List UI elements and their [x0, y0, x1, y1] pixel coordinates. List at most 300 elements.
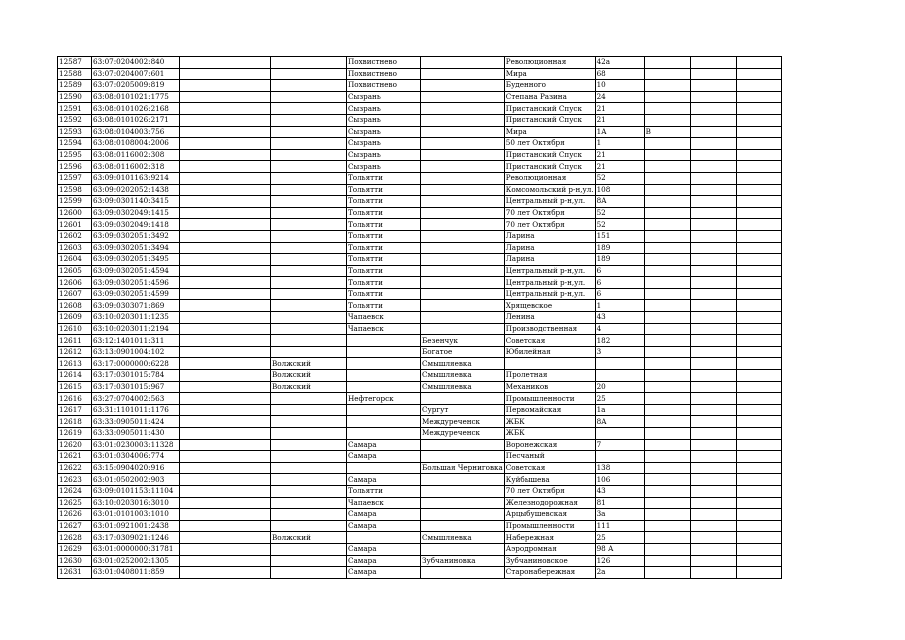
empty-cell[interactable]	[690, 288, 736, 300]
empty-cell[interactable]	[180, 439, 271, 451]
settlement-cell[interactable]	[421, 172, 505, 184]
letter-cell[interactable]	[644, 300, 690, 312]
row-number[interactable]: 12609	[58, 312, 92, 324]
house-cell[interactable]: 126	[595, 555, 644, 567]
house-cell[interactable]: 138	[595, 462, 644, 474]
cadastral-number-cell[interactable]: 63:17:0301015:784	[92, 370, 180, 382]
settlement-cell[interactable]	[421, 254, 505, 266]
city-cell[interactable]: Чапаевск	[347, 497, 421, 509]
letter-cell[interactable]	[644, 404, 690, 416]
letter-cell[interactable]	[644, 451, 690, 463]
settlement-cell[interactable]: Смышляевка	[421, 370, 505, 382]
settlement-cell[interactable]	[421, 91, 505, 103]
cadastral-number-cell[interactable]: 63:08:0104003:756	[92, 126, 180, 138]
house-cell[interactable]: 1	[595, 300, 644, 312]
letter-cell[interactable]	[644, 439, 690, 451]
house-cell[interactable]: 20	[595, 381, 644, 393]
house-cell[interactable]: 24	[595, 91, 644, 103]
city-cell[interactable]: Самара	[347, 520, 421, 532]
empty-cell[interactable]	[736, 114, 781, 126]
empty-cell[interactable]	[690, 335, 736, 347]
street-cell[interactable]: Аэродромная	[504, 543, 595, 555]
city-cell[interactable]	[347, 462, 421, 474]
street-cell[interactable]: Пристанский Спуск	[504, 114, 595, 126]
city-cell[interactable]: Сызрань	[347, 103, 421, 115]
empty-cell[interactable]	[180, 370, 271, 382]
row-number[interactable]: 12628	[58, 532, 92, 544]
empty-cell[interactable]	[690, 323, 736, 335]
empty-cell[interactable]	[690, 207, 736, 219]
letter-cell[interactable]	[644, 416, 690, 428]
row-number[interactable]: 12611	[58, 335, 92, 347]
row-number[interactable]: 12587	[58, 57, 92, 69]
empty-cell[interactable]	[736, 370, 781, 382]
empty-cell[interactable]	[180, 242, 271, 254]
empty-cell[interactable]	[180, 323, 271, 335]
letter-cell[interactable]	[644, 219, 690, 231]
letter-cell[interactable]	[644, 428, 690, 440]
row-number[interactable]: 12612	[58, 346, 92, 358]
letter-cell[interactable]	[644, 196, 690, 208]
cadastral-number-cell[interactable]: 63:09:0302051:4596	[92, 277, 180, 289]
empty-cell[interactable]	[690, 555, 736, 567]
house-cell[interactable]: 3	[595, 346, 644, 358]
settlement-cell[interactable]	[421, 520, 505, 532]
empty-cell[interactable]	[690, 68, 736, 80]
district-cell[interactable]	[271, 485, 347, 497]
house-cell[interactable]	[595, 370, 644, 382]
district-cell[interactable]	[271, 346, 347, 358]
house-cell[interactable]: 21	[595, 149, 644, 161]
city-cell[interactable]: Тольятти	[347, 207, 421, 219]
cadastral-number-cell[interactable]: 63:17:0301015:967	[92, 381, 180, 393]
row-number[interactable]: 12596	[58, 161, 92, 173]
street-cell[interactable]	[504, 358, 595, 370]
house-cell[interactable]: 106	[595, 474, 644, 486]
city-cell[interactable]: Самара	[347, 474, 421, 486]
empty-cell[interactable]	[736, 68, 781, 80]
house-cell[interactable]: 21	[595, 161, 644, 173]
empty-cell[interactable]	[736, 335, 781, 347]
house-cell[interactable]: 4	[595, 323, 644, 335]
settlement-cell[interactable]	[421, 497, 505, 509]
settlement-cell[interactable]	[421, 485, 505, 497]
empty-cell[interactable]	[180, 497, 271, 509]
empty-cell[interactable]	[736, 416, 781, 428]
cadastral-number-cell[interactable]: 63:31:1101011:1176	[92, 404, 180, 416]
street-cell[interactable]: Промышленности	[504, 520, 595, 532]
city-cell[interactable]: Тольятти	[347, 485, 421, 497]
letter-cell[interactable]	[644, 393, 690, 405]
cadastral-number-cell[interactable]: 63:10:0203011:1235	[92, 312, 180, 324]
empty-cell[interactable]	[690, 474, 736, 486]
row-number[interactable]: 12630	[58, 555, 92, 567]
street-cell[interactable]: 70 лет Октября	[504, 207, 595, 219]
empty-cell[interactable]	[180, 567, 271, 579]
empty-cell[interactable]	[180, 532, 271, 544]
street-cell[interactable]: Пролетная	[504, 370, 595, 382]
settlement-cell[interactable]	[421, 184, 505, 196]
house-cell[interactable]	[595, 358, 644, 370]
street-cell[interactable]: Куйбышева	[504, 474, 595, 486]
empty-cell[interactable]	[180, 543, 271, 555]
row-number[interactable]: 12618	[58, 416, 92, 428]
city-cell[interactable]: Похвистнево	[347, 68, 421, 80]
letter-cell[interactable]	[644, 370, 690, 382]
empty-cell[interactable]	[736, 428, 781, 440]
empty-cell[interactable]	[180, 288, 271, 300]
settlement-cell[interactable]	[421, 126, 505, 138]
district-cell[interactable]	[271, 68, 347, 80]
street-cell[interactable]: Комсомольский р-н,ул.	[505, 184, 594, 194]
cadastral-number-cell[interactable]: 63:09:0202052:1438	[92, 184, 180, 196]
letter-cell[interactable]	[644, 114, 690, 126]
street-cell[interactable]: 50 лет Октября	[504, 138, 595, 150]
house-cell[interactable]: 3а	[595, 509, 644, 521]
city-cell[interactable]: Самара	[347, 439, 421, 451]
settlement-cell[interactable]: Междуреченск	[421, 428, 505, 440]
district-cell[interactable]	[271, 172, 347, 184]
district-cell[interactable]	[271, 520, 347, 532]
empty-cell[interactable]	[736, 57, 781, 69]
street-cell[interactable]: Советская	[504, 462, 595, 474]
empty-cell[interactable]	[736, 161, 781, 173]
house-cell[interactable]: 52	[595, 172, 644, 184]
cadastral-number-cell[interactable]: 63:33:0905011:424	[92, 416, 180, 428]
house-cell[interactable]: 1а	[595, 404, 644, 416]
cadastral-number-cell[interactable]: 63:01:0304006:774	[92, 451, 180, 463]
empty-cell[interactable]	[690, 138, 736, 150]
empty-cell[interactable]	[180, 462, 271, 474]
city-cell[interactable]	[347, 404, 421, 416]
empty-cell[interactable]	[736, 520, 781, 532]
row-number[interactable]: 12627	[58, 520, 92, 532]
empty-cell[interactable]	[736, 207, 781, 219]
letter-cell[interactable]	[644, 346, 690, 358]
settlement-cell[interactable]: Сургут	[421, 404, 505, 416]
house-cell[interactable]: 98 А	[595, 543, 644, 555]
empty-cell[interactable]	[180, 184, 271, 196]
street-cell[interactable]: Первомайская	[504, 404, 595, 416]
settlement-cell[interactable]: Безенчук	[421, 335, 505, 347]
letter-cell[interactable]	[644, 312, 690, 324]
cadastral-number-cell[interactable]: 63:09:0302051:3494	[92, 242, 180, 254]
city-cell[interactable]: Тольятти	[347, 288, 421, 300]
street-cell[interactable]: Ларина	[504, 254, 595, 266]
empty-cell[interactable]	[180, 358, 271, 370]
letter-cell[interactable]	[644, 68, 690, 80]
street-cell[interactable]: Производственная	[504, 323, 595, 335]
street-cell[interactable]: Ленина	[504, 312, 595, 324]
row-number[interactable]: 12604	[58, 254, 92, 266]
row-number[interactable]: 12608	[58, 300, 92, 312]
row-number[interactable]: 12593	[58, 126, 92, 138]
house-cell[interactable]: 2а	[595, 567, 644, 579]
empty-cell[interactable]	[690, 462, 736, 474]
row-number[interactable]: 12616	[58, 393, 92, 405]
settlement-cell[interactable]	[421, 57, 505, 69]
district-cell[interactable]	[271, 103, 347, 115]
empty-cell[interactable]	[736, 103, 781, 115]
street-cell[interactable]: Центральный р-н,ул.	[504, 277, 595, 289]
letter-cell[interactable]	[644, 242, 690, 254]
city-cell[interactable]	[347, 381, 421, 393]
city-cell[interactable]: Самара	[347, 555, 421, 567]
cadastral-number-cell[interactable]: 63:01:0101003:1010	[92, 509, 180, 521]
cadastral-number-cell[interactable]: 63:08:0116002:308	[92, 149, 180, 161]
city-cell[interactable]	[347, 335, 421, 347]
settlement-cell[interactable]	[421, 207, 505, 219]
district-cell[interactable]	[271, 335, 347, 347]
house-cell[interactable]: 182	[595, 335, 644, 347]
city-cell[interactable]: Тольятти	[347, 254, 421, 266]
empty-cell[interactable]	[180, 474, 271, 486]
settlement-cell[interactable]	[421, 196, 505, 208]
cadastral-number-cell[interactable]: 63:10:0203011:2194	[92, 323, 180, 335]
district-cell[interactable]	[271, 196, 347, 208]
city-cell[interactable]: Тольятти	[347, 219, 421, 231]
district-cell[interactable]	[271, 265, 347, 277]
empty-cell[interactable]	[736, 555, 781, 567]
city-cell[interactable]: Тольятти	[347, 172, 421, 184]
street-cell[interactable]: 70 лет Октября	[504, 219, 595, 231]
settlement-cell[interactable]: Смышляевка	[421, 532, 505, 544]
empty-cell[interactable]	[690, 161, 736, 173]
empty-cell[interactable]	[690, 485, 736, 497]
row-number[interactable]: 12614	[58, 370, 92, 382]
empty-cell[interactable]	[690, 509, 736, 521]
empty-cell[interactable]	[690, 567, 736, 579]
letter-cell[interactable]	[644, 567, 690, 579]
empty-cell[interactable]	[690, 126, 736, 138]
empty-cell[interactable]	[180, 428, 271, 440]
city-cell[interactable]: Сызрань	[347, 138, 421, 150]
empty-cell[interactable]	[180, 451, 271, 463]
street-cell[interactable]: Железнодорожная	[504, 497, 595, 509]
empty-cell[interactable]	[690, 172, 736, 184]
district-cell[interactable]	[271, 126, 347, 138]
letter-cell[interactable]	[644, 532, 690, 544]
house-cell[interactable]: 21	[595, 103, 644, 115]
empty-cell[interactable]	[736, 172, 781, 184]
empty-cell[interactable]	[736, 439, 781, 451]
settlement-cell[interactable]	[421, 474, 505, 486]
city-cell[interactable]	[347, 416, 421, 428]
cadastral-number-cell[interactable]: 63:27:0704002:563	[92, 393, 180, 405]
letter-cell[interactable]	[644, 555, 690, 567]
settlement-cell[interactable]	[421, 161, 505, 173]
letter-cell[interactable]	[644, 80, 690, 92]
empty-cell[interactable]	[180, 416, 271, 428]
row-number[interactable]: 12624	[58, 485, 92, 497]
settlement-cell[interactable]	[421, 149, 505, 161]
street-cell[interactable]: ЖБК	[504, 428, 595, 440]
district-cell[interactable]	[271, 242, 347, 254]
empty-cell[interactable]	[690, 312, 736, 324]
district-cell[interactable]	[271, 149, 347, 161]
house-cell[interactable]: 1	[595, 138, 644, 150]
house-cell[interactable]: 8А	[595, 196, 644, 208]
cadastral-number-cell[interactable]: 63:12:1401011:311	[92, 335, 180, 347]
cadastral-number-cell[interactable]: 63:09:0101153:11104	[92, 485, 180, 497]
empty-cell[interactable]	[690, 381, 736, 393]
empty-cell[interactable]	[690, 277, 736, 289]
district-cell[interactable]	[271, 114, 347, 126]
empty-cell[interactable]	[180, 335, 271, 347]
district-cell[interactable]	[271, 57, 347, 69]
street-cell[interactable]: Механиков	[504, 381, 595, 393]
empty-cell[interactable]	[690, 254, 736, 266]
row-number[interactable]: 12592	[58, 114, 92, 126]
cadastral-number-cell[interactable]: 63:17:0309021:1246	[92, 532, 180, 544]
row-number[interactable]: 12620	[58, 439, 92, 451]
empty-cell[interactable]	[736, 184, 781, 196]
settlement-cell[interactable]	[421, 80, 505, 92]
letter-cell[interactable]	[644, 265, 690, 277]
cadastral-number-cell[interactable]: 63:33:0905011:430	[92, 428, 180, 440]
empty-cell[interactable]	[690, 219, 736, 231]
empty-cell[interactable]	[690, 416, 736, 428]
empty-cell[interactable]	[690, 358, 736, 370]
district-cell[interactable]	[271, 543, 347, 555]
cadastral-number-cell[interactable]: 63:09:0302051:4594	[92, 265, 180, 277]
row-number[interactable]: 12617	[58, 404, 92, 416]
district-cell[interactable]	[271, 161, 347, 173]
settlement-cell[interactable]: Богатое	[421, 346, 505, 358]
empty-cell[interactable]	[736, 567, 781, 579]
empty-cell[interactable]	[736, 126, 781, 138]
row-number[interactable]: 12597	[58, 172, 92, 184]
city-cell[interactable]: Чапаевск	[347, 312, 421, 324]
house-cell[interactable]: 25	[595, 532, 644, 544]
street-cell[interactable]: Буденного	[504, 80, 595, 92]
empty-cell[interactable]	[736, 196, 781, 208]
empty-cell[interactable]	[736, 346, 781, 358]
district-cell[interactable]	[271, 404, 347, 416]
city-cell[interactable]: Тольятти	[347, 230, 421, 242]
city-cell[interactable]	[347, 532, 421, 544]
district-cell[interactable]	[271, 80, 347, 92]
house-cell[interactable]: 111	[595, 520, 644, 532]
street-cell[interactable]: Революционная	[504, 172, 595, 184]
district-cell[interactable]	[271, 497, 347, 509]
district-cell[interactable]	[271, 230, 347, 242]
row-number[interactable]: 12607	[58, 288, 92, 300]
row-number[interactable]: 12588	[58, 68, 92, 80]
city-cell[interactable]: Тольятти	[347, 184, 421, 196]
street-cell[interactable]: Воронежская	[504, 439, 595, 451]
district-cell[interactable]	[271, 300, 347, 312]
empty-cell[interactable]	[736, 230, 781, 242]
district-cell[interactable]	[271, 138, 347, 150]
house-cell[interactable]: 189	[595, 242, 644, 254]
empty-cell[interactable]	[180, 254, 271, 266]
cadastral-number-cell[interactable]: 63:09:0303071:869	[92, 300, 180, 312]
street-cell[interactable]: Пристанский Спуск	[504, 103, 595, 115]
city-cell[interactable]: Сызрань	[347, 161, 421, 173]
settlement-cell[interactable]	[421, 312, 505, 324]
house-cell[interactable]: 25	[595, 393, 644, 405]
city-cell[interactable]: Самара	[347, 543, 421, 555]
settlement-cell[interactable]: Смышляевка	[421, 358, 505, 370]
city-cell[interactable]	[347, 428, 421, 440]
house-cell[interactable]: 52	[595, 219, 644, 231]
street-cell[interactable]: Центральный р-н,ул.	[504, 288, 595, 300]
settlement-cell[interactable]	[421, 242, 505, 254]
empty-cell[interactable]	[690, 80, 736, 92]
empty-cell[interactable]	[736, 254, 781, 266]
letter-cell[interactable]	[644, 381, 690, 393]
cadastral-number-cell[interactable]: 63:10:0203016:3010	[92, 497, 180, 509]
empty-cell[interactable]	[180, 161, 271, 173]
empty-cell[interactable]	[180, 149, 271, 161]
city-cell[interactable]: Самара	[347, 451, 421, 463]
row-number[interactable]: 12598	[58, 184, 92, 196]
city-cell[interactable]: Нефтегорск	[347, 393, 421, 405]
empty-cell[interactable]	[180, 230, 271, 242]
cadastral-number-cell[interactable]: 63:08:0101026:2171	[92, 114, 180, 126]
house-cell[interactable]: 151	[595, 230, 644, 242]
letter-cell[interactable]	[644, 172, 690, 184]
city-cell[interactable]: Сызрань	[347, 126, 421, 138]
city-cell[interactable]: Тольятти	[347, 300, 421, 312]
house-cell[interactable]: 6	[595, 265, 644, 277]
cadastral-number-cell[interactable]: 63:07:0204002:840	[92, 57, 180, 69]
street-cell[interactable]: Революционная	[504, 57, 595, 69]
city-cell[interactable]	[347, 358, 421, 370]
cadastral-number-cell[interactable]: 63:09:0302051:3492	[92, 230, 180, 242]
row-number[interactable]: 12631	[58, 567, 92, 579]
row-number[interactable]: 12622	[58, 462, 92, 474]
cadastral-number-cell[interactable]: 63:08:0116002:318	[92, 161, 180, 173]
letter-cell[interactable]: В	[644, 126, 690, 138]
empty-cell[interactable]	[690, 242, 736, 254]
cadastral-number-cell[interactable]: 63:07:0204007:601	[92, 68, 180, 80]
letter-cell[interactable]	[644, 91, 690, 103]
cadastral-number-cell[interactable]: 63:09:0301140:3415	[92, 196, 180, 208]
settlement-cell[interactable]	[421, 393, 505, 405]
district-cell[interactable]	[271, 416, 347, 428]
empty-cell[interactable]	[690, 451, 736, 463]
city-cell[interactable]: Самара	[347, 567, 421, 579]
city-cell[interactable]	[347, 370, 421, 382]
letter-cell[interactable]	[644, 509, 690, 521]
city-cell[interactable]: Тольятти	[347, 242, 421, 254]
street-cell[interactable]: Зубчаниновское	[504, 555, 595, 567]
row-number[interactable]: 12600	[58, 207, 92, 219]
district-cell[interactable]: Волжский	[271, 370, 347, 382]
empty-cell[interactable]	[690, 543, 736, 555]
cadastral-number-cell[interactable]: 63:01:0000000:31781	[92, 543, 180, 555]
district-cell[interactable]	[271, 474, 347, 486]
cadastral-number-cell[interactable]: 63:09:0101163:9214	[92, 172, 180, 184]
empty-cell[interactable]	[180, 138, 271, 150]
city-cell[interactable]	[347, 346, 421, 358]
cadastral-number-cell[interactable]: 63:13:0901004:102	[92, 346, 180, 358]
empty-cell[interactable]	[690, 103, 736, 115]
empty-cell[interactable]	[690, 428, 736, 440]
house-cell[interactable]	[595, 428, 644, 440]
empty-cell[interactable]	[180, 126, 271, 138]
cadastral-number-cell[interactable]: 63:08:0101026:2168	[92, 103, 180, 115]
settlement-cell[interactable]	[421, 114, 505, 126]
empty-cell[interactable]	[736, 509, 781, 521]
empty-cell[interactable]	[180, 277, 271, 289]
cadastral-number-cell[interactable]: 63:01:0921001:2438	[92, 520, 180, 532]
empty-cell[interactable]	[736, 265, 781, 277]
letter-cell[interactable]	[644, 103, 690, 115]
settlement-cell[interactable]	[421, 567, 505, 579]
